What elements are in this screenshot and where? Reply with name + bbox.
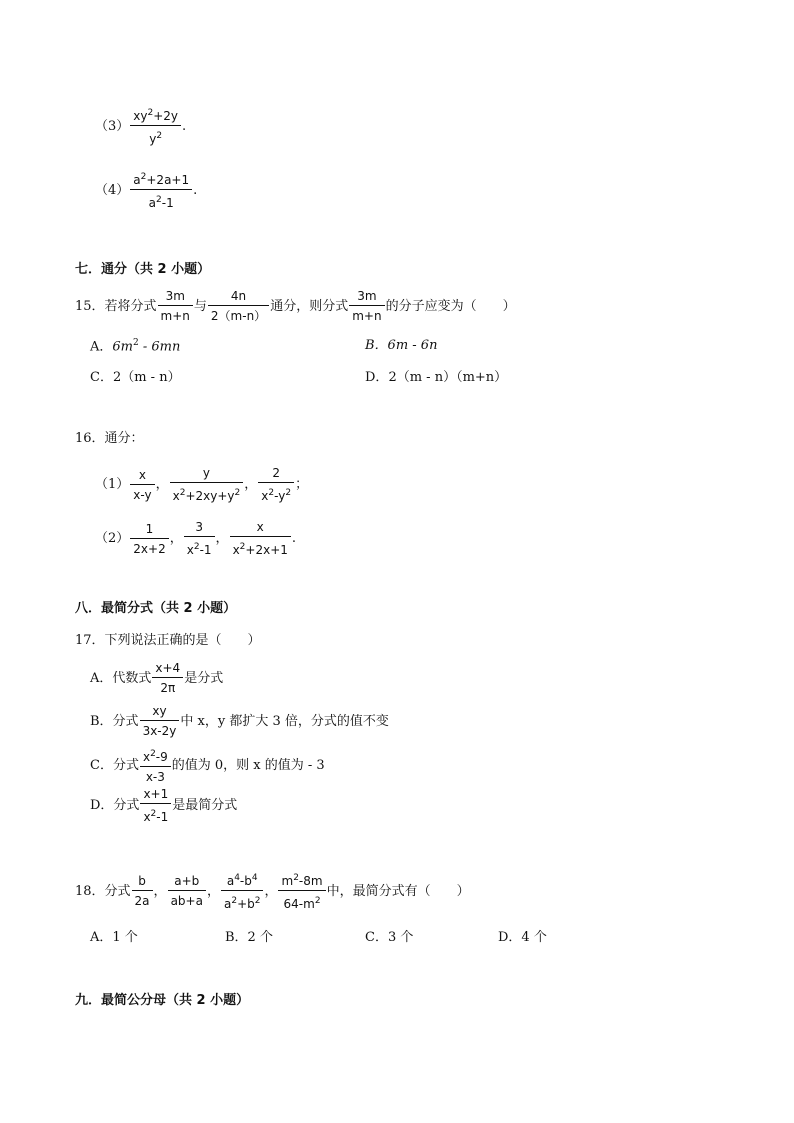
fraction: $\frac{xy^2+2y}{y^2}$: [130, 106, 181, 146]
fraction: $\frac{a^4-b^4}{a^2+b^2}$: [221, 871, 264, 911]
fraction: $\frac{a^2+2a+1}{a^2-1}$: [130, 170, 192, 210]
q18-option-b: B．2 个: [225, 930, 273, 945]
fraction: $\frac{y}{x^2+2xy+y^2}$: [170, 466, 244, 503]
fraction: $\frac{x^2-9}{x-3}$: [140, 747, 171, 784]
fraction: $\frac{a+b}{ab+a}$: [168, 874, 206, 908]
q18-stem: 18．分式 $\frac{b}{2a}$ ， $\frac{a+b}{ab+a}$ ， $\frac{a^4-b^4}{a^2+b^2}$ ， $\frac{m^2-8m}{64-m^2}$ 中，最简分式有（ ）: [75, 873, 470, 911]
section-title-7: 七．通分（共 2 小题）: [75, 262, 211, 277]
fraction: $\frac{4n}{2(m-n)}$: [208, 289, 269, 323]
fraction: $\frac{x+4}{2\pi}$: [152, 661, 183, 695]
fraction: $\frac{m^2-8m}{64-m^2}$: [278, 871, 325, 911]
fraction: $\frac{3m}{m+n}$: [158, 289, 193, 323]
q16-stem: 16．通分：: [75, 431, 144, 446]
q15-stem: 15．若将分式 $\frac{3m}{m+n}$ 与 $\frac{4n}{2(m-n)}$ 通分，则分式 $\frac{3m}{m+n}$ 的分子应变为（ ）: [75, 289, 516, 323]
part-label: （4）: [95, 182, 130, 198]
q17-option-b: B．分式 $\frac{xy}{3x-2y}$ 中 x，y 都扩大 3 倍，分式的值不变: [90, 704, 389, 738]
fraction: $\frac{xy}{3x-2y}$: [140, 704, 180, 738]
fraction: $\frac{x+1}{x^2-1}$: [140, 787, 171, 824]
q15-option-d: D．2（m - n）（m+n）: [365, 370, 508, 385]
fraction: $\frac{1}{2x+2}$: [130, 522, 168, 556]
q15-option-a: A．$6m^2 - 6mn$: [90, 338, 181, 355]
q17-option-c: C．分式 $\frac{x^2-9}{x-3}$ 的值为 0，则 x 的值为 - 3: [90, 749, 325, 784]
q18-option-a: A．1 个: [90, 930, 138, 945]
q15-option-b: B．6m - 6n: [365, 338, 438, 353]
q17-stem: 17．下列说法正确的是（ ）: [75, 633, 261, 648]
q17-option-d: D．分式 $\frac{x+1}{x^2-1}$ 是最简分式: [90, 787, 238, 824]
part-label: （3）: [95, 118, 130, 134]
fraction: $\frac{x}{x-y}$: [130, 468, 154, 502]
q15-option-c: C．2（m - n）: [90, 370, 181, 385]
section-title-8: 八．最简分式（共 2 小题）: [75, 601, 237, 616]
q18-option-c: C．3 个: [365, 930, 414, 945]
q14-part4: （4） $\frac{a^2+2a+1}{a^2-1}$ .: [95, 172, 198, 210]
q14-part3: （3） $\frac{xy^2+2y}{y^2}$ .: [95, 108, 187, 146]
q16-part2: （2） $\frac{1}{2x+2}$ ， $\frac{3}{x^2-1}$ ， $\frac{x}{x^2+2x+1}$ .: [95, 520, 297, 557]
section-title-9: 九．最简公分母（共 2 小题）: [75, 993, 250, 1008]
fraction: $\frac{2}{x^2-y^2}$: [258, 466, 294, 503]
q18-option-d: D．4 个: [498, 930, 547, 945]
q17-option-a: A．代数式 $\frac{x+4}{2\pi}$ 是分式: [90, 661, 224, 695]
fraction: $\frac{x}{x^2+2x+1}$: [230, 520, 291, 557]
fraction: $\frac{3m}{m+n}$: [349, 289, 384, 323]
q16-part1: （1） $\frac{x}{x-y}$ ， $\frac{y}{x^2+2xy+y^2}$ ， $\frac{2}{x^2-y^2}$ ；: [95, 466, 309, 503]
fraction: $\frac{b}{2a}$: [132, 874, 153, 908]
fraction: $\frac{3}{x^2-1}$: [184, 520, 215, 557]
